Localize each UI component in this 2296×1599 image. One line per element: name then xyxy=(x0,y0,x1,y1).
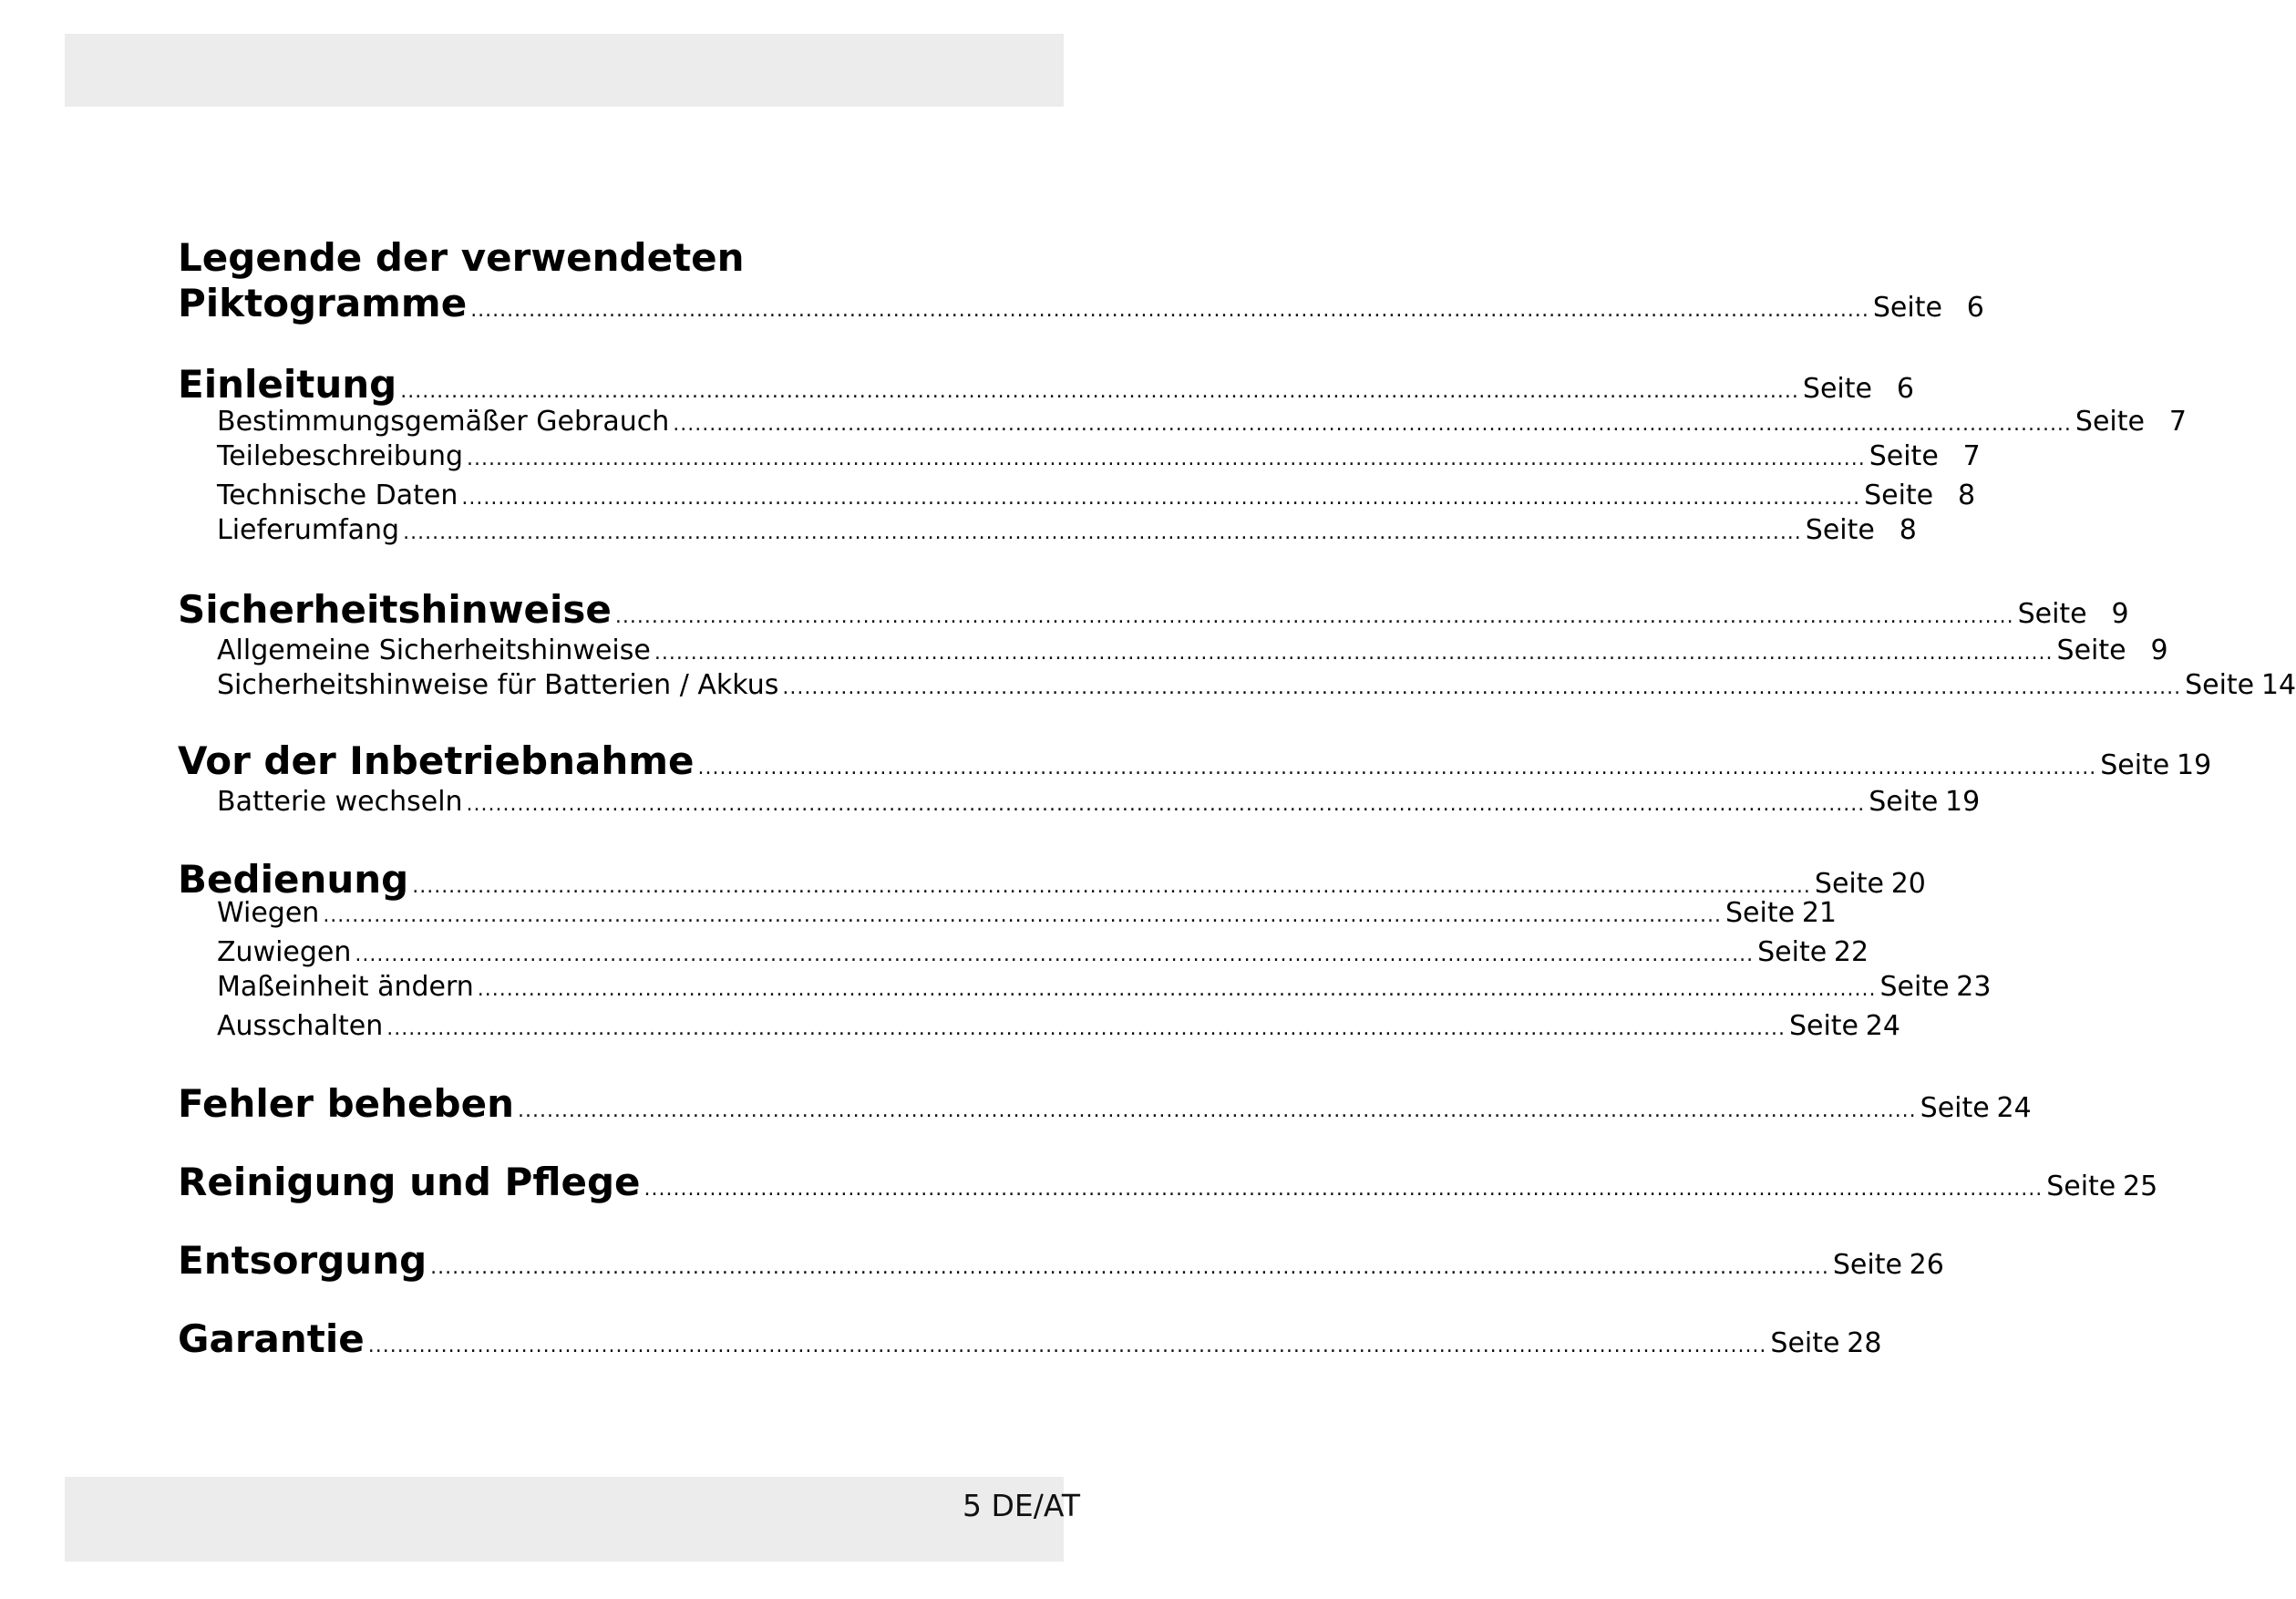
seite-label: Seite xyxy=(1757,936,1828,968)
dot-leader xyxy=(698,757,2097,779)
toc-entry-sicherheitshinweise-batterien[interactable] xyxy=(178,669,2296,701)
toc-entry-title: Sicherheitshinweise xyxy=(178,587,612,632)
seite-label: Seite xyxy=(1725,897,1796,929)
toc-entry-title: Technische Daten xyxy=(217,480,458,511)
toc-entry-page: 28 xyxy=(1847,1327,1882,1359)
toc-entry-wiegen[interactable] xyxy=(178,897,1837,929)
toc-entry-bestimmungsgemaesser-gebrauch[interactable] xyxy=(178,406,2187,438)
toc-entry-ausschalten[interactable] xyxy=(178,1010,1900,1042)
seite-label: Seite xyxy=(1872,292,1942,324)
dot-leader xyxy=(782,676,2181,699)
toc-entry-page: 24 xyxy=(1996,1092,2032,1124)
toc-entry-masseinheit-aendern[interactable] xyxy=(178,971,1992,1003)
dot-leader xyxy=(470,299,1869,322)
dot-leader xyxy=(673,413,2072,436)
toc-entry-piktogramme[interactable] xyxy=(178,281,1984,325)
toc-entry-title: Sicherheitshinweise für Batterien / Akkus xyxy=(217,669,779,701)
toc-entry-title: Bestimmungsgemäßer Gebrauch xyxy=(217,406,670,438)
toc-entry-fehler-beheben[interactable] xyxy=(178,1081,2032,1126)
toc-entry-title: Reinigung und Pflege xyxy=(178,1160,641,1204)
toc-entry-reinigung-und-pflege[interactable] xyxy=(178,1160,2158,1204)
toc-entry-page: 24 xyxy=(1865,1010,1900,1042)
toc-entry-sicherheitshinweise[interactable] xyxy=(178,587,2129,632)
seite-label: Seite xyxy=(1864,480,1934,511)
toc-entry-page: 7 xyxy=(2168,406,2187,438)
toc-entry-page: 19 xyxy=(1945,786,1981,818)
seite-label: Seite xyxy=(1869,440,1939,472)
toc-entry-technische-daten[interactable] xyxy=(178,480,1976,511)
seite-label: Seite xyxy=(1832,1249,1902,1281)
toc-entry-title: Bedienung xyxy=(178,857,409,902)
toc-entry-page: 6 xyxy=(1896,373,1914,405)
toc-entry-title: Lieferumfang xyxy=(217,514,400,546)
dot-leader xyxy=(386,1017,1786,1040)
toc-entry-title: Allgemeine Sicherheitshinweise xyxy=(217,634,651,666)
seite-label: Seite xyxy=(1802,373,1872,405)
dot-leader xyxy=(400,380,1799,403)
toc-entry-page: 6 xyxy=(1966,292,1984,324)
dot-leader xyxy=(644,1178,2044,1201)
toc-entry-title: Wiegen xyxy=(217,897,320,929)
toc-entry-page: 8 xyxy=(1957,480,1976,511)
dot-leader xyxy=(461,487,1860,510)
toc-entry-page: 7 xyxy=(1962,440,1981,472)
toc-entry-title: Vor der Inbetriebnahme xyxy=(178,738,695,783)
toc-entry-entsorgung[interactable] xyxy=(178,1238,1944,1283)
toc-entry-page: 20 xyxy=(1890,868,1926,900)
seite-label: Seite xyxy=(1805,514,1875,546)
dot-leader xyxy=(430,1256,1829,1279)
dot-leader xyxy=(467,448,1866,470)
seite-label: Seite xyxy=(2046,1171,2116,1202)
toc-entry-vor-der-inbetriebnahme[interactable] xyxy=(178,738,2212,783)
toc-entry-lieferumfang[interactable] xyxy=(178,514,1917,546)
toc-entry-title: Maßeinheit ändern xyxy=(217,971,474,1003)
dot-leader xyxy=(467,793,1866,816)
seite-label: Seite xyxy=(1879,971,1950,1003)
toc-entry-garantie[interactable] xyxy=(178,1316,1882,1361)
toc-entry-page: 22 xyxy=(1833,936,1869,968)
dot-leader xyxy=(518,1099,1917,1122)
toc-entry-page: 14 xyxy=(2260,669,2296,701)
toc-entry-zuwiegen[interactable] xyxy=(178,936,1869,968)
footer-band xyxy=(65,1477,1081,1562)
toc-entry-bedienung[interactable] xyxy=(178,857,1926,902)
dot-leader xyxy=(615,605,2014,628)
dot-leader xyxy=(403,521,1802,544)
seite-label: Seite xyxy=(2100,749,2170,781)
dot-leader xyxy=(355,944,1754,966)
dot-leader xyxy=(368,1335,1767,1357)
toc-entry-title: Ausschalten xyxy=(217,1010,384,1042)
seite-label: Seite xyxy=(2056,634,2126,666)
toc-entry-title: Teilebeschreibung xyxy=(217,440,464,472)
seite-label: Seite xyxy=(1770,1327,1840,1359)
dot-leader xyxy=(412,875,1811,898)
seite-label: Seite xyxy=(2185,669,2255,701)
toc-entry-page: 19 xyxy=(2177,749,2212,781)
toc-entry-batterie-wechseln[interactable] xyxy=(178,786,1981,818)
toc-entry-einleitung[interactable] xyxy=(178,362,1914,407)
toc-entry-page: 21 xyxy=(1801,897,1837,929)
toc-entry-title: Garantie xyxy=(178,1316,365,1361)
toc-entry-page: 9 xyxy=(2111,598,2129,630)
toc-entry-page: 25 xyxy=(2123,1171,2158,1202)
seite-label: Seite xyxy=(1788,1010,1859,1042)
dot-leader xyxy=(478,978,1877,1001)
dot-leader xyxy=(323,904,1722,927)
toc-entry-title: Einleitung xyxy=(178,362,397,407)
seite-label: Seite xyxy=(1814,868,1884,900)
seite-label: Seite xyxy=(1869,786,1939,818)
toc-entry-allgemeine-sicherheitshinweise[interactable] xyxy=(178,634,2168,666)
toc-entry-title: Batterie wechseln xyxy=(217,786,463,818)
seite-label: Seite xyxy=(2017,598,2087,630)
toc-entry-title: Fehler beheben xyxy=(178,1081,514,1126)
toc-entry-title: Entsorgung xyxy=(178,1238,427,1283)
toc-entry-page: 9 xyxy=(2150,634,2168,666)
dot-leader xyxy=(654,642,2054,665)
toc-title-line1: Legende der verwendeten xyxy=(178,235,745,280)
seite-label: Seite xyxy=(2075,406,2145,438)
seite-label: Seite xyxy=(1920,1092,1990,1124)
toc-entry-page: 23 xyxy=(1956,971,1992,1003)
toc-entry-title: Zuwiegen xyxy=(217,936,352,968)
toc-entry-title: Piktogramme xyxy=(178,281,468,325)
toc-entry-page: 26 xyxy=(1909,1249,1944,1281)
header-band xyxy=(65,34,1064,107)
page-number: 5 DE/AT xyxy=(963,1488,1081,1523)
toc-entry-teilebeschreibung[interactable] xyxy=(178,440,1981,472)
toc-entry-page: 8 xyxy=(1899,514,1917,546)
